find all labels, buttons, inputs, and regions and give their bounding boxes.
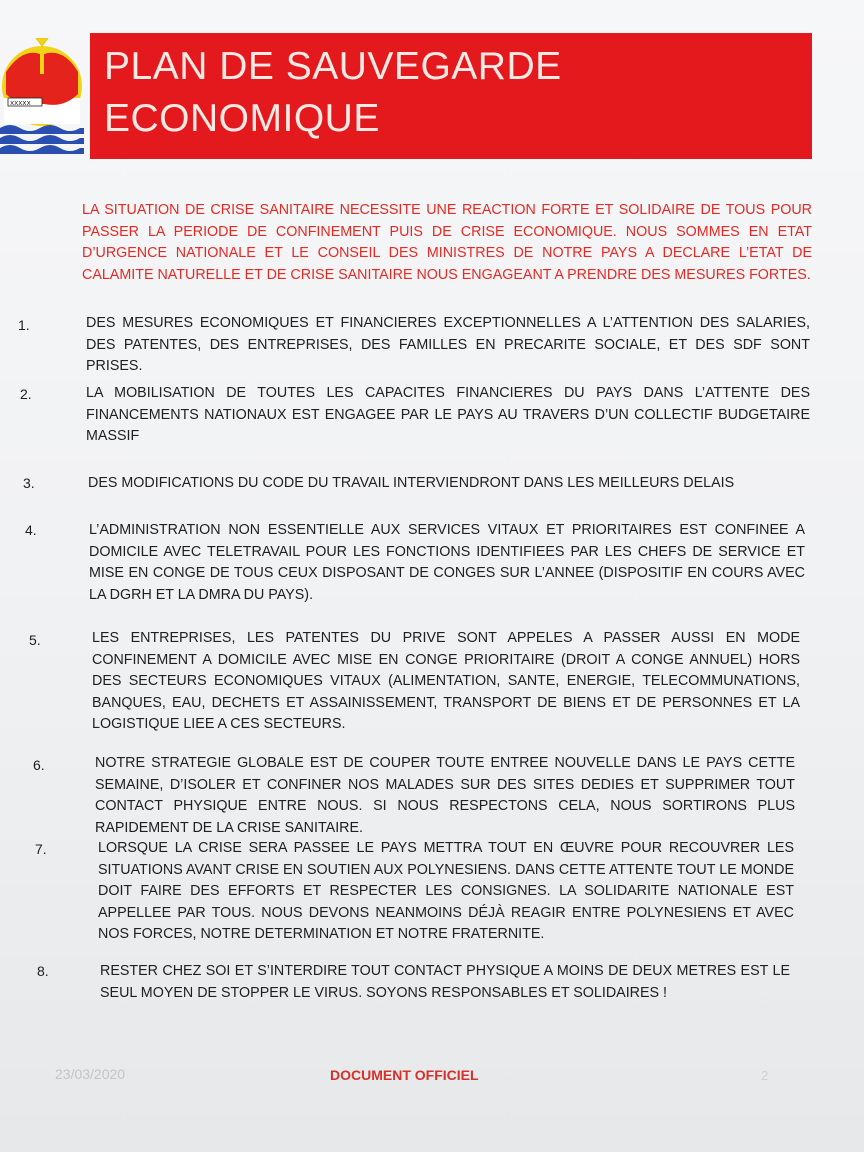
item-number: 5. — [29, 632, 41, 648]
title-line-1: PLAN DE SAUVEGARDE — [104, 45, 562, 88]
footer-official-label: DOCUMENT OFFICIEL — [330, 1067, 479, 1083]
item-number: 8. — [37, 963, 49, 979]
item-text: LES ENTREPRISES, LES PATENTES DU PRIVE SONT APPELES A PASSER AUSSI EN MODE CONFINEMENT A DOMICILE AVEC MISE EN CONGE PRIORITAIRE (DROIT A CONGE ANNUEL) HORS DES SECTEURS ECONOMIQUES VITAUX (ALIMENTATION, SANTE, ENERGIE, TELECOMMUNATIONS, BANQUES, EAU, DECHETS ET ASSAINISSEMENT, TRANSPORT DE BIENS ET DE PERSONNES ET LA LOGISTIQUE LIEE A CES SECTEURS. — [92, 630, 800, 732]
item-text: L’ADMINISTRATION NON ESSENTIELLE AUX SERVICES VITAUX ET PRIORITAIRES EST CONFINEE A DOMICILE AVEC TELETRAVAIL POUR LES FONCTIONS IDENTIFIEES PAR LES CHEFS DE SERVICE ET MISE EN CONGE DE TOUS CEUX DISPOSANT DE CONGES SUR L’ANNEE (DISPOSITIF EN COURS AVEC LA DGRH ET LA DMRA DU PAYS). — [89, 522, 805, 603]
footer-page-number: 2 — [761, 1068, 769, 1083]
item-text: DES MODIFICATIONS DU CODE DU TRAVAIL INTERVIENDRONT DANS LES MEILLEURS DELAIS — [88, 475, 735, 491]
title-line-2: ECONOMIQUE — [104, 97, 380, 140]
intro-paragraph: LA SITUATION DE CRISE SANITAIRE NECESSITE UNE REACTION FORTE ET SOLIDAIRE DE TOUS POUR PASSER LA PERIODE DE CONFINEMENT PUIS DE CRISE ECONOMIQUE. NOUS SOMMES EN ETAT D’URGENCE NATIONALE ET LE CONSEIL DES MINISTRES DE NOTRE PAYS A DECLARE L’ETAT DE CALAMITE NATURELLE ET DE CRISE SANITAIRE NOUS ENGAGEANT A PRENDRE DES MESURES FORTES. — [82, 202, 812, 283]
footer-date: 23/03/2020 — [55, 1066, 126, 1082]
item-number: 7. — [35, 841, 47, 857]
item-text: LORSQUE LA CRISE SERA PASSEE LE PAYS METTRA TOUT EN ŒUVRE POUR RECOUVRER LES SITUATIONS AVANT CRISE EN SOUTIEN AUX POLYNESIENS. DANS CETTE ATTENTE TOUT LE MONDE DOIT FAIRE DES EFFORTS ET RESPECTER LES CONSIGNES. LA SOLIDARITE NATIONALE EST APPELLEE PAR TOUS. NOUS DEVONS NEANMOINS DÉJÀ REAGIR ENTRE POLYNESIENS ET AVEC NOS FORCES, NOTRE DETERMINATION ET NOTRE FRATERNITE. — [98, 840, 794, 942]
coat-of-arms-icon — [0, 38, 84, 156]
item-number: 1. — [18, 317, 30, 333]
item-number: 4. — [25, 522, 37, 538]
item-text: RESTER CHEZ SOI ET S’INTERDIRE TOUT CONTACT PHYSIQUE A MOINS DE DEUX METRES EST LE SEUL MOYEN DE STOPPER LE VIRUS. SOYONS RESPONSABLES ET SOLIDAIRES ! — [100, 963, 790, 1001]
title-banner — [90, 33, 812, 159]
item-number: 3. — [23, 475, 35, 491]
item-text: NOTRE STRATEGIE GLOBALE EST DE COUPER TOUTE ENTREE NOUVELLE DANS LE PAYS CETTE SEMAINE, D’ISOLER ET CONFINER NOS MALADES SUR DES SITES DEDIES ET SUPPRIMER TOUT CONTACT PHYSIQUE ENTRE NOUS. SI NOUS RESPECTONS CELA, NOUS SORTIRONS PLUS RAPIDEMENT DE LA CRISE SANITAIRE. — [95, 755, 795, 836]
item-number: 2. — [20, 386, 32, 402]
item-text: DES MESURES ECONOMIQUES ET FINANCIERES EXCEPTIONNELLES A L’ATTENTION DES SALARIES, DES PATENTES, DES ENTREPRISES, DES FAMILLES EN PRECARITE SOCIALE, ET DES SDF SONT PRISES. — [86, 315, 810, 374]
svg-text:xxxxx: xxxxx — [10, 99, 31, 107]
item-number: 6. — [33, 757, 45, 773]
item-text: LA MOBILISATION DE TOUTES LES CAPACITES FINANCIERES DU PAYS DANS L’ATTENTE DES FINANCEMENTS NATIONAUX EST ENGAGEE PAR LE PAYS AU TRAVERS D’UN COLLECTIF BUDGETAIRE MASSIF — [86, 385, 810, 444]
